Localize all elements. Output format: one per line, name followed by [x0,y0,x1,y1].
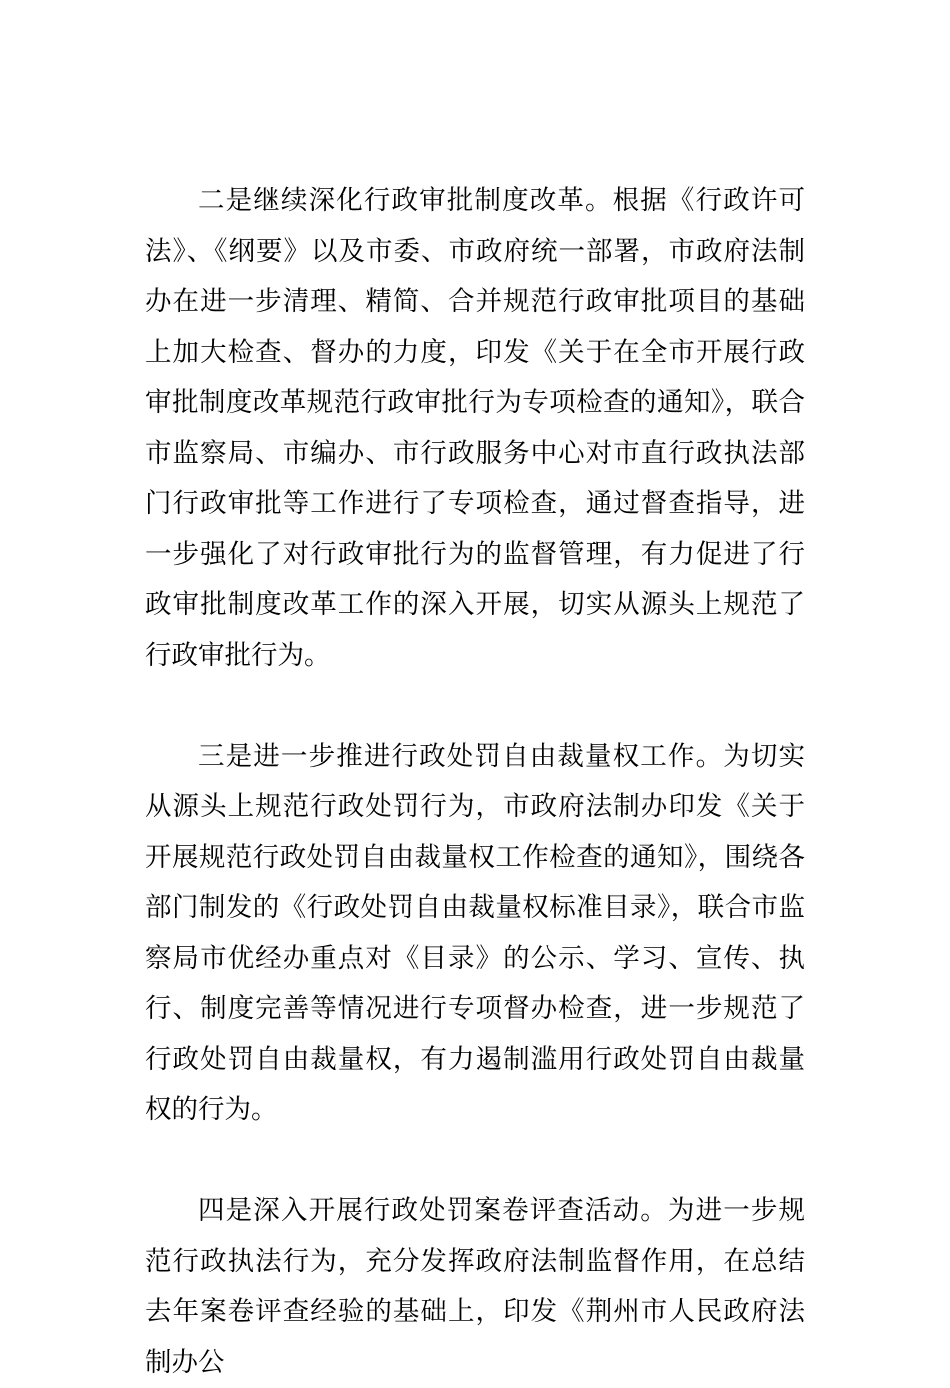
document-body [145,176,805,1388]
paragraph-discretionary-power: 三是进一步推进行政处罚自由裁量权工作。为切实从源头上规范行政处罚行为，市政府法制办印发《关于开展规范行政处罚自由裁量权工作检查的通知》，围绕各部门制发的《行政处罚自由裁量权标准目录》，联合市监察局市优经办重点对《目录》的公示、学习、宣传、执行、制度完善等情况进行专项督办检查，进一步规范了行政处罚自由裁量权，有力遏制滥用行政处罚自由裁量权的行为。 [145,740,805,1125]
paragraph-case-file-review: 四是深入开展行政处罚案卷评查活动。为进一步规范行政执法行为，充分发挥政府法制监督作用，在总结去年案卷评查经验的基础上，印发《荆州市人民政府法制办公 [145,1195,805,1378]
paragraph-administrative-approval-reform: 二是继续深化行政审批制度改革。根据《行政许可法》、《纲要》以及市委、市政府统一部署，市政府法制办在进一步清理、精简、合并规范行政审批项目的基础上加大检查、督办的力度，印发《关于在全市开展行政审批制度改革规范行政审批行为专项检查的通知》，联合市监察局、市编办、市行政服务中心对市直行政执法部门行政审批等工作进行了专项检查，通过督查指导，进一步强化了对行政审批行为的监督管理，有力促进了行政审批制度改革工作的深入开展，切实从源头上规范了行政审批行为。 [145,185,805,671]
